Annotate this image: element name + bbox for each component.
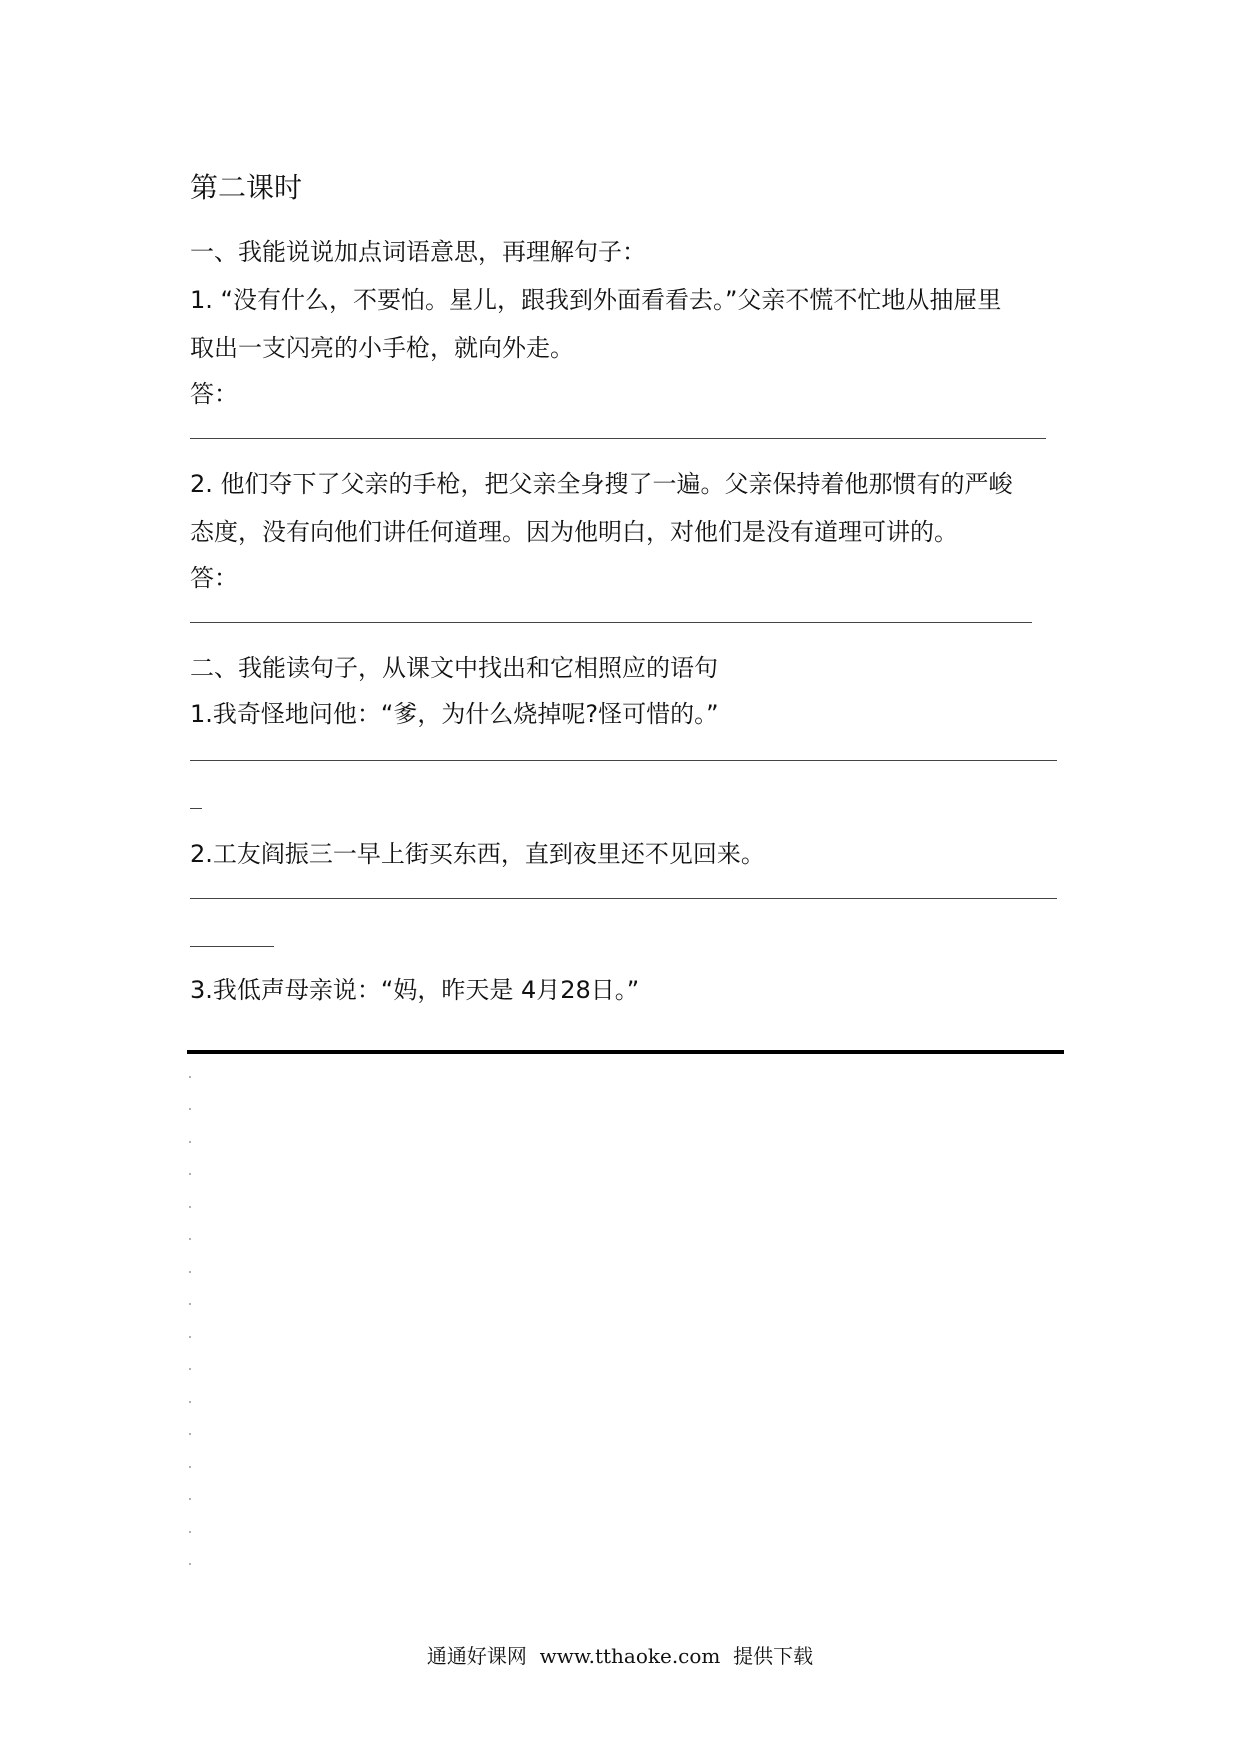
page-title: 第二课时 bbox=[190, 171, 303, 204]
q1-text-line2: 取出一支闪亮的小手枪，就向外走。 bbox=[190, 334, 574, 362]
s2-q2-answer-line bbox=[190, 898, 1057, 899]
s2-q1-answer-line bbox=[190, 760, 1057, 761]
s2-q1-text: 1.我奇怪地问他：“爹，为什么烧掉呢?怪可惜的。” bbox=[190, 700, 719, 728]
s2-q2-text: 2.工友阎振三一早上街买东西，直到夜里还不见回来。 bbox=[190, 840, 765, 868]
s2-q2-answer-line-cont bbox=[190, 946, 274, 947]
section1-heading: 一、我能说说加点词语意思，再理解句子： bbox=[190, 238, 646, 266]
margin-dot bbox=[189, 1271, 191, 1273]
margin-dot bbox=[189, 1108, 191, 1110]
q1-answer-line bbox=[190, 438, 1046, 439]
horizontal-rule bbox=[187, 1050, 1064, 1054]
s2-q3-text: 3.我低声母亲说：“妈，昨天是 4月28日。” bbox=[190, 976, 640, 1004]
margin-dot bbox=[189, 1173, 191, 1175]
margin-dot bbox=[189, 1401, 191, 1403]
margin-dot bbox=[189, 1433, 191, 1435]
footer-source: 通通好课网 www.tthaoke.com 提供下载 bbox=[426, 1644, 814, 1668]
q2-answer-label: 答： bbox=[190, 564, 238, 592]
margin-dot bbox=[189, 1563, 191, 1565]
s2-q1-answer-line-cont bbox=[190, 808, 202, 809]
margin-dot bbox=[189, 1336, 191, 1338]
margin-dot bbox=[189, 1466, 191, 1468]
q1-text-line1: 1. “没有什么，不要怕。星儿，跟我到外面看看去。”父亲不慌不忙地从抽屉里 bbox=[190, 286, 1002, 314]
section2-heading: 二、我能读句子，从课文中找出和它相照应的语句 bbox=[190, 654, 718, 682]
margin-dot bbox=[189, 1206, 191, 1208]
margin-dot bbox=[189, 1498, 191, 1500]
margin-dot bbox=[189, 1303, 191, 1305]
margin-dot bbox=[189, 1368, 191, 1370]
q2-answer-line bbox=[190, 622, 1032, 623]
q2-text-line2: 态度，没有向他们讲任何道理。因为他明白，对他们是没有道理可讲的。 bbox=[190, 518, 958, 546]
q1-answer-label: 答： bbox=[190, 380, 238, 408]
margin-dot bbox=[189, 1076, 191, 1078]
margin-dot bbox=[189, 1531, 191, 1533]
q2-text-line1: 2. 他们夺下了父亲的手枪，把父亲全身搜了一遍。父亲保持着他那惯有的严峻 bbox=[190, 470, 1013, 498]
margin-dot bbox=[189, 1238, 191, 1240]
margin-dot bbox=[189, 1141, 191, 1143]
